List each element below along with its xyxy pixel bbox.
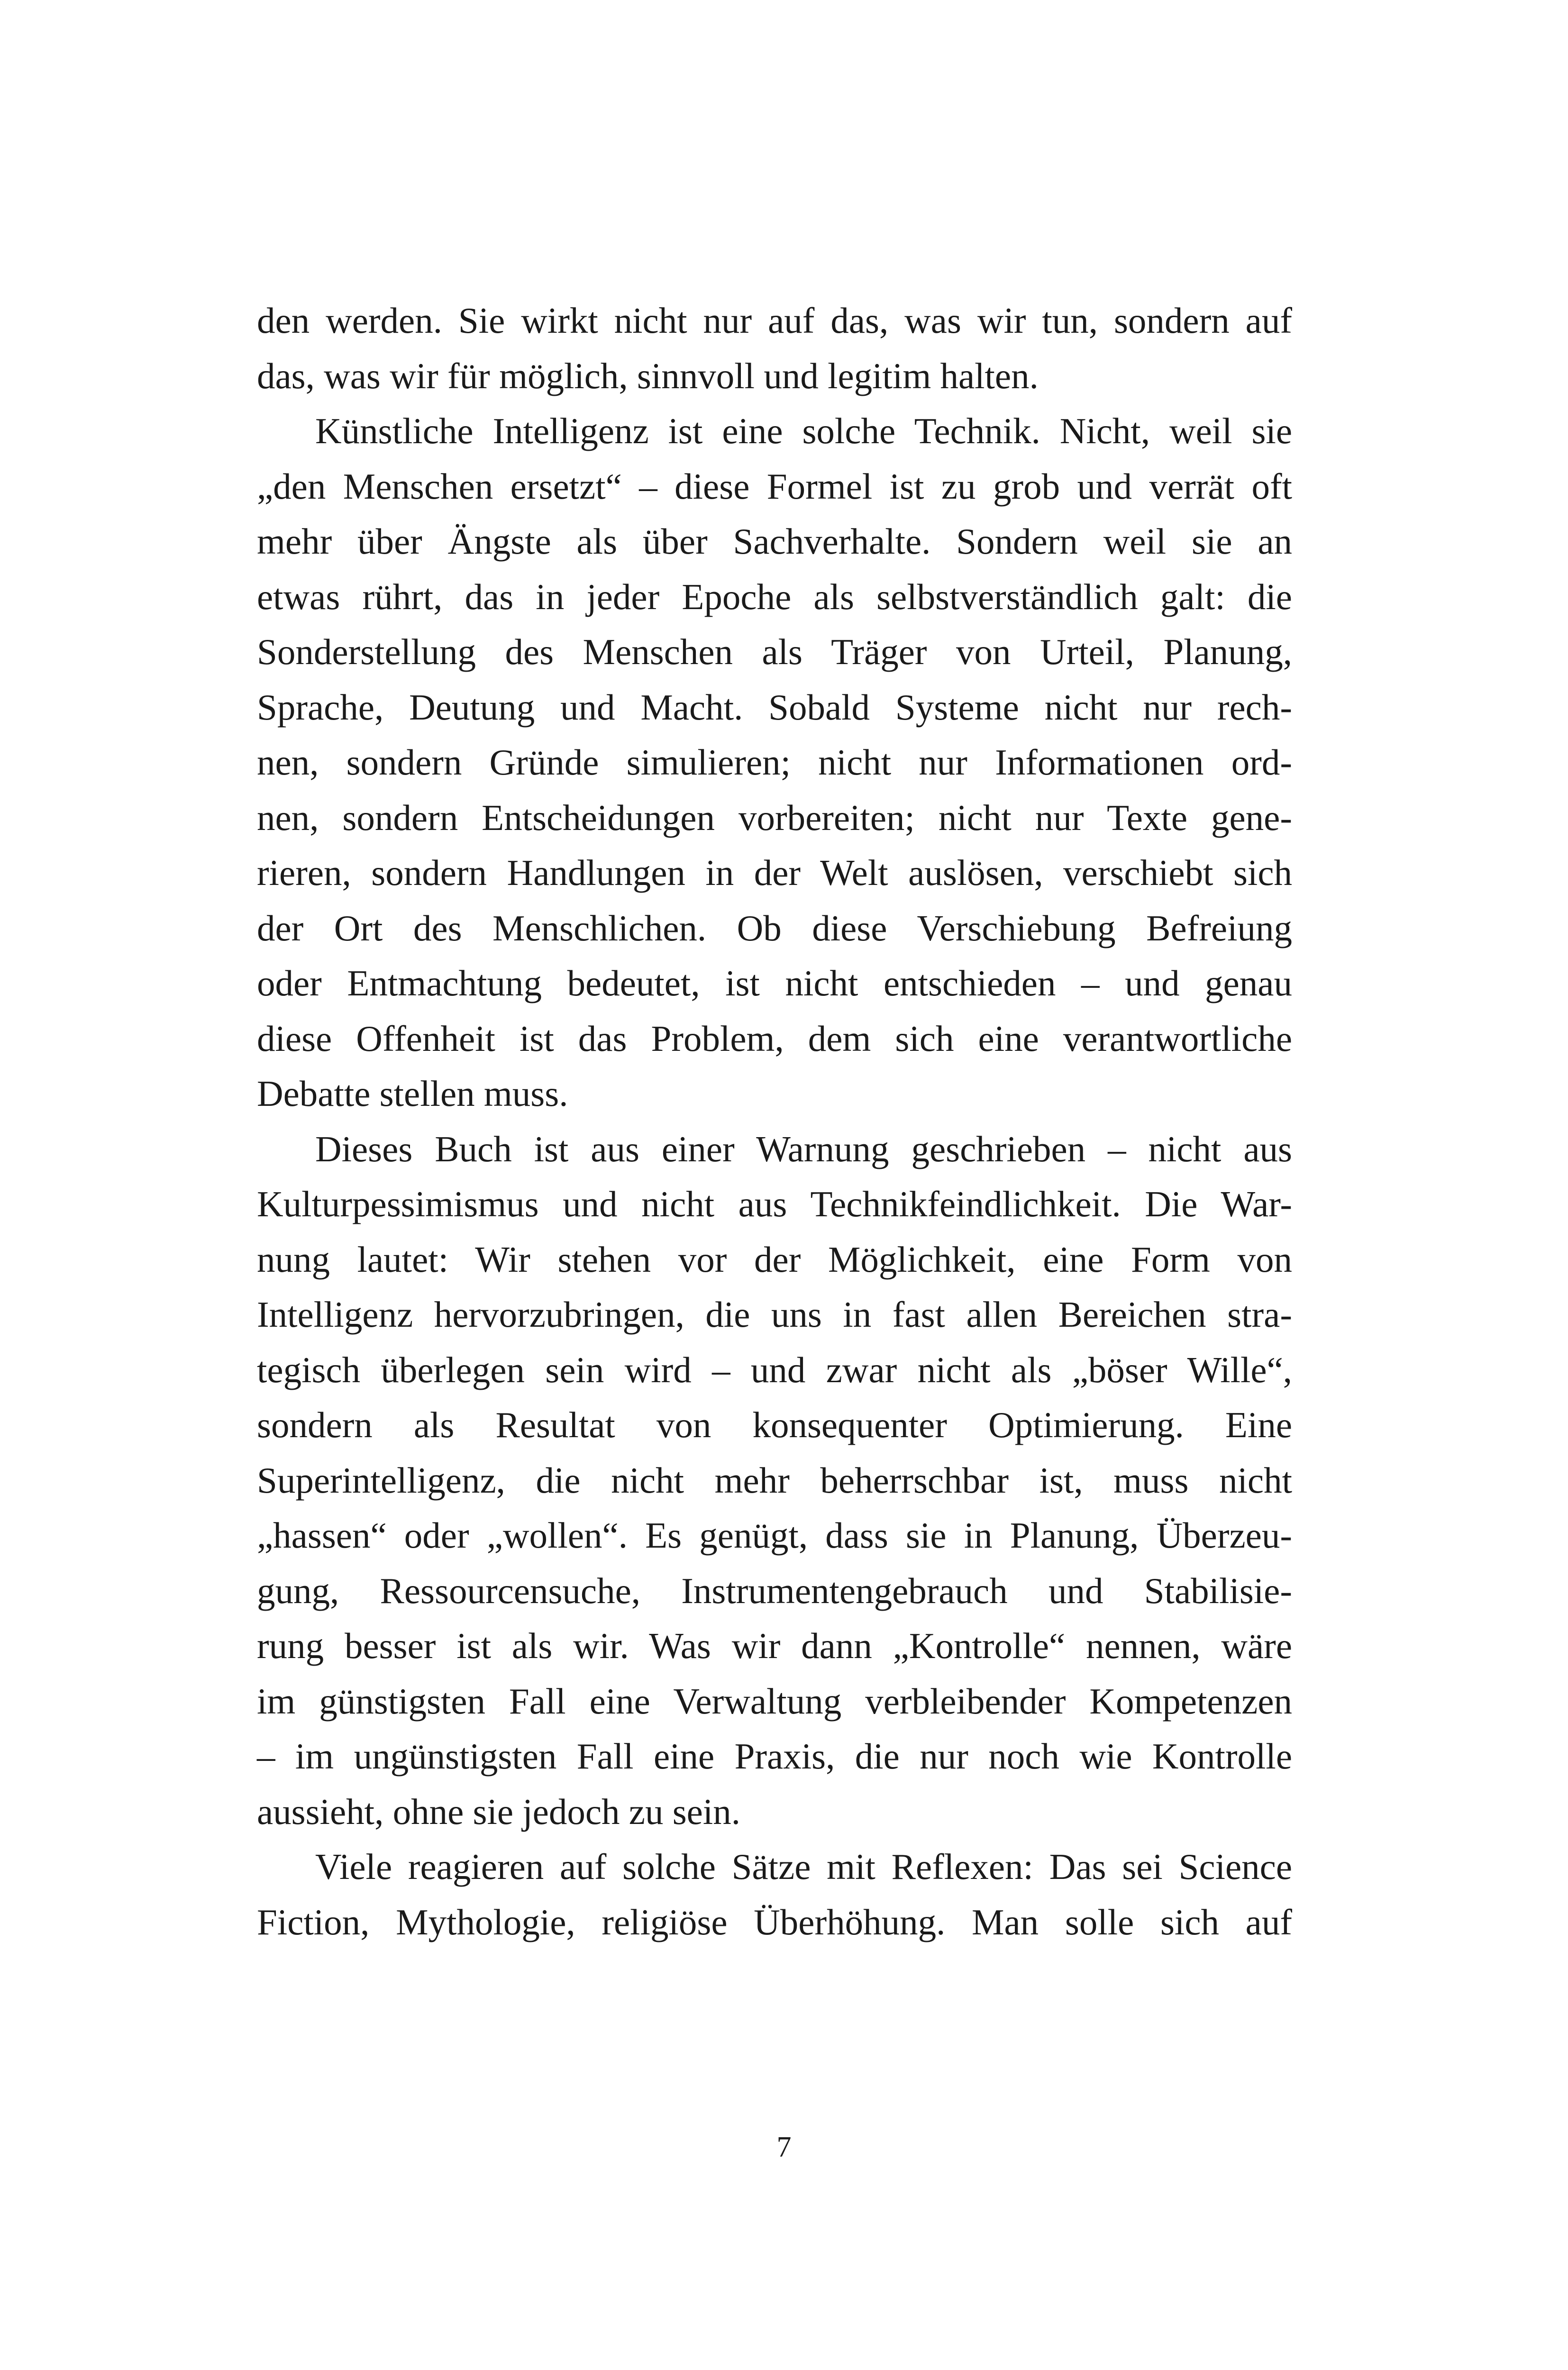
paragraph — [257, 293, 1292, 403]
text-line: Debatte stellen muss. — [257, 1073, 568, 1114]
text-line: rung besser ist als wir. Was wir dann „Kontrolle“ nennen, wäre — [257, 1625, 1292, 1666]
body-text — [257, 293, 1292, 1950]
text-line: mehr über Ängste als über Sachverhalte. Sondern weil sie an — [257, 521, 1292, 562]
text-line: rieren, sondern Handlungen in der Welt auslösen, verschiebt sich — [257, 852, 1292, 893]
text-line: diese Offenheit ist das Problem, dem sich eine verantwortliche — [257, 1018, 1292, 1059]
text-line: Künstliche Intelligenz ist eine solche Technik. Nicht, weil sie — [315, 410, 1292, 451]
text-line: „den Menschen ersetzt“ – diese Formel ist zu grob und verrät oft — [257, 465, 1292, 507]
text-line: gung, Ressourcensuche, Instrumentengebrauch und Stabilisie- — [257, 1570, 1292, 1611]
paragraph — [257, 403, 1292, 1121]
text-line: Viele reagieren auf solche Sätze mit Reflexen: Das sei Science — [315, 1846, 1292, 1887]
page-number: 7 — [776, 2131, 792, 2163]
text-line: nen, sondern Gründe simulieren; nicht nur Informationen ord- — [257, 742, 1292, 783]
text-line: Fiction, Mythologie, religiöse Überhöhung. Man solle sich auf — [257, 1901, 1292, 1942]
text-line: „hassen“ oder „wollen“. Es genügt, dass sie in Planung, Überzeu- — [257, 1515, 1292, 1556]
text-line: nung lautet: Wir stehen vor der Möglichkeit, eine Form von — [257, 1239, 1292, 1280]
text-line: Kulturpessimismus und nicht aus Technikfeindlichkeit. Die War- — [257, 1184, 1292, 1224]
text-line: den werden. Sie wirkt nicht nur auf das, was wir tun, sondern auf — [257, 300, 1292, 341]
text-line: sondern als Resultat von konsequenter Optimierung. Eine — [257, 1404, 1292, 1445]
text-line: Superintelligenz, die nicht mehr beherrschbar ist, muss nicht — [257, 1459, 1292, 1501]
text-line: Dieses Buch ist aus einer Warnung geschrieben – nicht aus — [315, 1128, 1292, 1169]
text-line: im günstigsten Fall eine Verwaltung verbleibender Kompetenzen — [257, 1680, 1292, 1722]
text-line: nen, sondern Entscheidungen vorbereiten; nicht nur Texte gene- — [257, 797, 1292, 838]
text-line: Intelligenz hervorzubringen, die uns in fast allen Bereichen stra- — [257, 1294, 1292, 1335]
text-line: etwas rührt, das in jeder Epoche als selbstverständlich galt: die — [257, 576, 1292, 617]
text-line: Sprache, Deutung und Macht. Sobald Systeme nicht nur rech- — [257, 686, 1292, 728]
text-line: Sonderstellung des Menschen als Träger von Urteil, Planung, — [257, 631, 1292, 672]
text-line: tegisch überlegen sein wird – und zwar nicht als „böser Wille“, — [257, 1349, 1292, 1390]
text-line: aussieht, ohne sie jedoch zu sein. — [257, 1791, 740, 1832]
paragraph — [257, 1839, 1292, 1950]
text-line: der Ort des Menschlichen. Ob diese Verschiebung Befreiung — [257, 907, 1292, 948]
text-line: das, was wir für möglich, sinnvoll und legitim halten. — [257, 355, 1039, 396]
text-line: oder Entmachtung bedeutet, ist nicht entschieden – und genau — [257, 963, 1292, 1003]
paragraph — [257, 1121, 1292, 1840]
text-line: – im ungünstigsten Fall eine Praxis, die nur noch wie Kontrolle — [257, 1736, 1292, 1777]
